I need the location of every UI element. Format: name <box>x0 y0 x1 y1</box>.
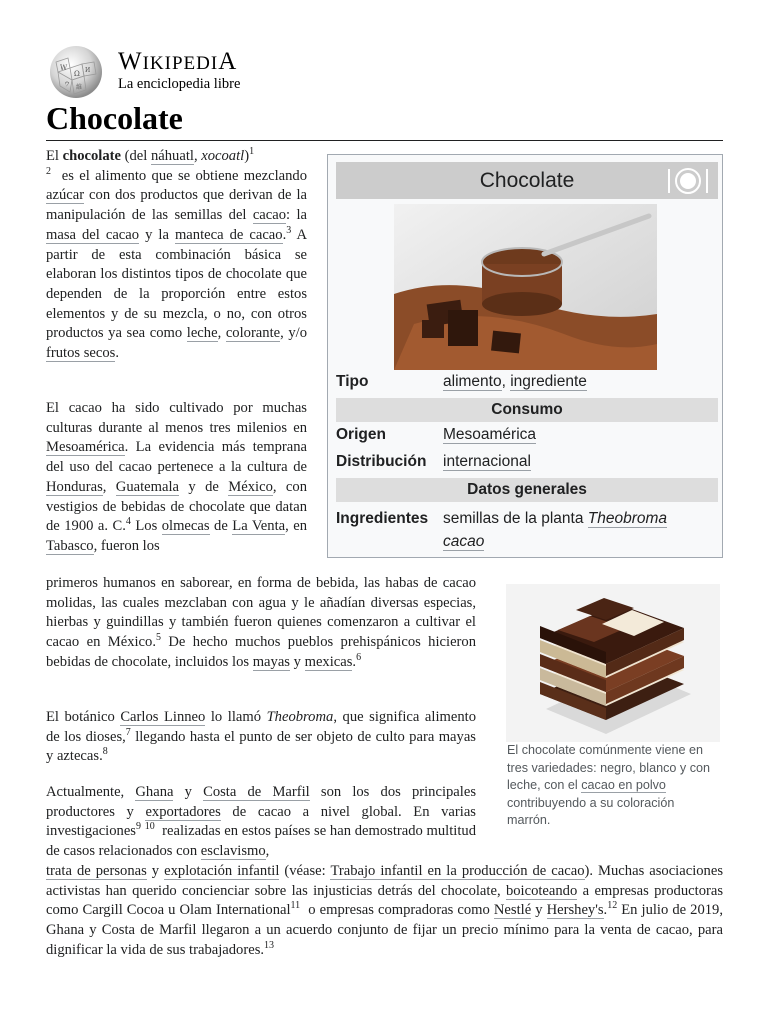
wikipedia-globe-icon[interactable] <box>46 44 106 100</box>
infobox-label-distribucion: Distribución <box>336 453 427 470</box>
link-mesoamerica[interactable]: Mesoamérica <box>443 426 537 443</box>
svg-text:Ω: Ω <box>74 70 80 78</box>
infobox-label-tipo: Tipo <box>336 373 369 390</box>
chocolate-varieties-image[interactable] <box>506 584 720 742</box>
infobox-section-datos-generales: Datos generales <box>336 478 718 502</box>
infobox-value-origen <box>443 426 536 444</box>
link-internacional[interactable]: internacional <box>443 453 531 470</box>
svg-text:W: W <box>60 64 68 72</box>
paragraph-4a: Actualmente, Ghana y Costa de Marfil son los dos principales productores y exportadores de cacao a nivel global. En varias investigaciones$^9$ $^{10}$ realizadas en estos países se han demostrado multitud de casos relacionados con esclavismo, <box>46 784 476 860</box>
wikipedia-wordmark[interactable] <box>118 48 237 76</box>
link-cacao-en-polvo[interactable]: cacao en polvo <box>581 778 666 792</box>
infobox-label-origen: Origen <box>336 426 386 443</box>
infobox-value-tipo <box>443 373 587 391</box>
infobox-title-bar <box>336 162 718 199</box>
paragraph-3: El botánico Carlos Linneo lo llamó Theobroma, que significa alimento de los dioses,$^7$ llegando hasta el punto de ser objeto de culto para mayas y aztecas.$^8$ <box>46 709 477 765</box>
paragraph-1: El chocolate (del náhuatl, xocoatl)$^1$ $^2$ es el alimento que se obtiene mezclando azúcar con dos productos que derivan de la manipulación de las semillas del cacao: la masa del cacao y la manteca de cacao.$^3$ A partir de esta combinación básica se elaboran los distintos tipos de chocolate que dependen de la proporción entre estos elementos y de su mezcla, o no, con otros productos ya sea como leche, colorante, y/o frutos secos. <box>46 146 308 362</box>
infobox-ingredientes-text: semillas de la planta <box>443 510 588 527</box>
svg-text:維: 維 <box>76 84 83 91</box>
caption-line-1: El chocolate comúnmente viene en <box>507 743 704 757</box>
infobox-value-distribucion <box>443 453 531 471</box>
infobox-section-consumo: Consumo <box>336 398 718 422</box>
infobox-row-ingredientes <box>336 507 718 553</box>
paragraph-4b: trata de personas y explotación infantil (véase: Trabajo infantil en la producción de cacao). Muchas asociaciones activistas han querido concienciar sobre las injusticias detrás del chocolate, boicoteando a empresas productoras como Cargill Cocoa u Olam International$^{11}$ o empresas compradoras como Nestlé y Hershey's.$^{12}$ En julio de 2019, Ghana y Costa de Marfil llegaron a un acuerdo conjunto de fijar un precio mínimo para la venta de cacao, para dignificar la vida de sus trabajadores.$^{13}$ <box>46 863 724 958</box>
infobox <box>327 154 723 558</box>
link-theobroma-cacao[interactable]: Theobroma <box>587 510 668 527</box>
title-divider <box>46 140 723 141</box>
caption-line-3-text: leche, con el <box>507 778 582 792</box>
infobox-label-ingredientes: Ingredientes <box>336 510 429 527</box>
link-theobroma-cacao-line2[interactable]: cacao <box>443 533 485 550</box>
infobox-tipo-separator: , <box>501 373 511 390</box>
svg-text:И: И <box>85 67 91 74</box>
wikipedia-header <box>46 44 306 100</box>
caption-line-5: marrón. <box>507 813 551 827</box>
wordmark-rest: IKIPEDI <box>142 53 219 74</box>
paragraph-2b: primeros humanos en saborear, en forma de bebida, las habas de cacao molidas, las cuales mezclaban con agua y le añadían diversas especias, hierbas y guindillas y también fueron quienes comenzaron a cultivar el cacao en México.$^5$ De hecho muchos pueblos prehispánicos hicieron bebidas de chocolate, incluidos los mayas y mexicas.$^6$ <box>46 575 476 670</box>
page-title: Chocolate <box>46 100 183 136</box>
link-ingrediente[interactable]: ingrediente <box>510 373 587 390</box>
caption-line-2: tres variedades: negro, blanco y con <box>507 760 711 775</box>
infobox-title: Chocolate <box>479 169 575 192</box>
svg-text:ウ: ウ <box>64 81 71 88</box>
cocoa-powder-image[interactable] <box>394 204 657 370</box>
wikipedia-tagline: La enciclopedia libre <box>118 76 241 92</box>
caption-line-4: contribuyendo a su coloración <box>507 795 675 810</box>
link-alimento[interactable]: alimento <box>443 373 502 390</box>
wordmark-initial: W <box>118 48 143 75</box>
wordmark-final: A <box>218 48 238 75</box>
figure-caption <box>507 742 721 830</box>
paragraph-2a: El cacao ha sido cultivado por muchas culturas durante al menos tres milenios en Mesoamérica. La evidencia más temprana del uso del cacao pertenece a la cultura de Honduras, Guatemala y de México, con vestigios de bebidas de chocolate que datan de 1900 a. C.$^4$ Los olmecas de La Venta, en Tabasco, fueron los <box>46 400 308 554</box>
infobox-value-ingredientes <box>443 507 718 553</box>
plate-icon <box>666 166 710 196</box>
